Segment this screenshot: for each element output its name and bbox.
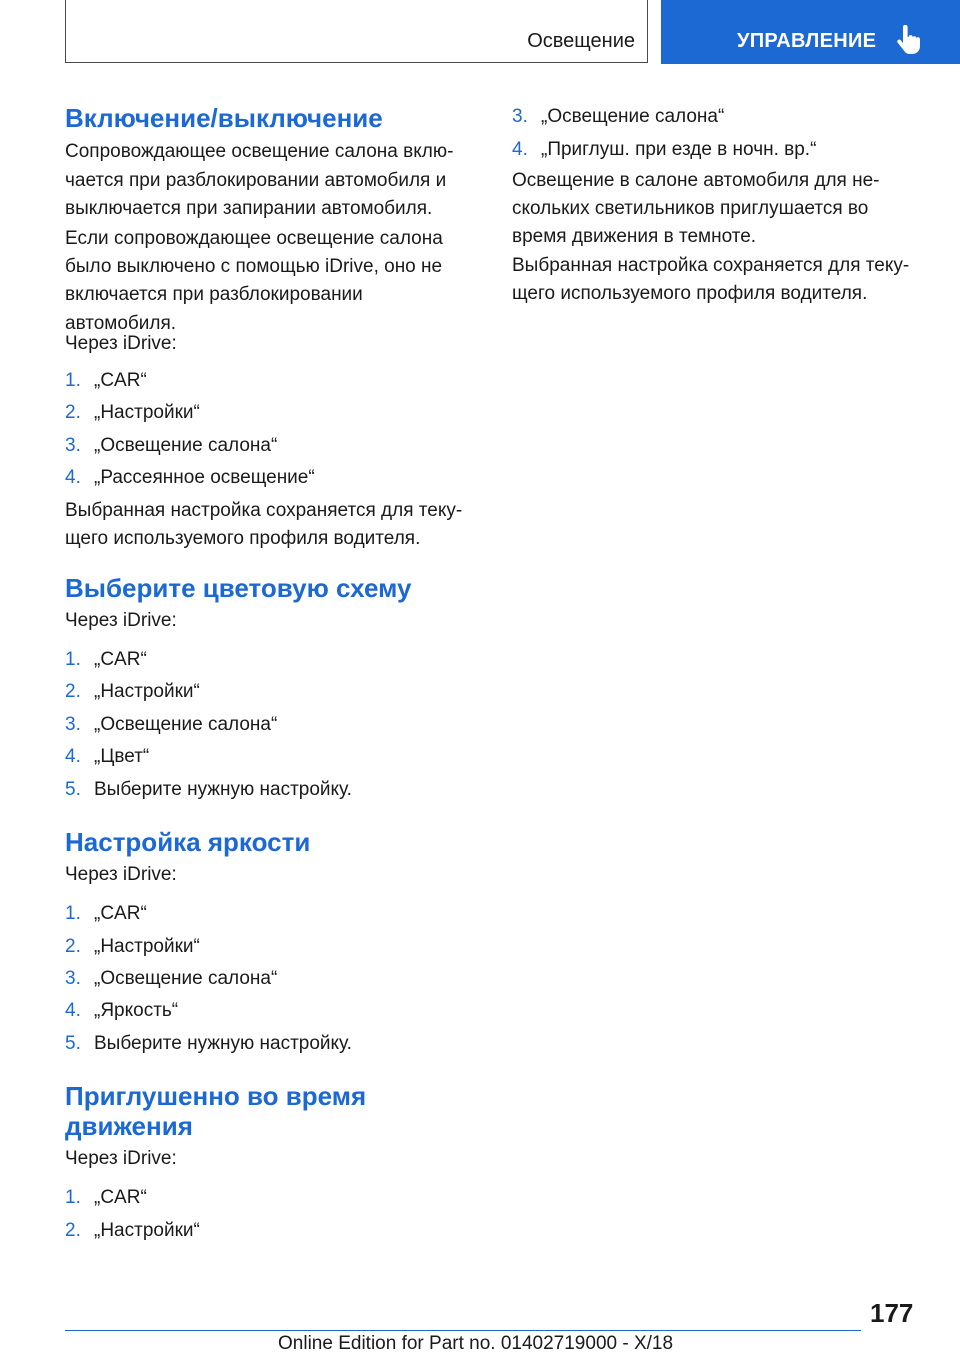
step-number: 1. [65,903,81,924]
step-number: 4. [512,139,528,160]
step-text: „Настройки“ [94,936,200,957]
step-number: 2. [65,402,81,423]
step-text: „Рассеянное освещение“ [94,467,315,488]
list-item [65,464,315,492]
list-item [65,965,277,993]
list-item [512,136,816,164]
paragraph-line: щего используемого профиля водителя. [512,283,868,304]
step-number: 4. [65,746,81,767]
paragraph-line: автомобиля. [65,313,177,334]
list-item [65,900,147,928]
step-text: „Яркость“ [94,1000,179,1021]
step-number: 1. [65,649,81,670]
via-idrive-label: Через iDrive: [65,610,177,631]
via-idrive-label: Через iDrive: [65,333,177,354]
list-item [65,1030,352,1058]
list-item [65,678,200,706]
step-text: „CAR“ [94,903,147,924]
chapter-title: УПРАВЛЕНИЕ [737,30,877,52]
step-number: 2. [65,681,81,702]
paragraph-line: Выбранная настройка сохраняется для теку- [65,500,463,521]
step-number: 5. [65,1033,81,1054]
via-idrive-label: Через iDrive: [65,864,177,885]
list-item [65,933,200,961]
step-number: 3. [512,106,528,127]
step-text: „Освещение салона“ [94,435,278,456]
via-idrive-label: Через iDrive: [65,1148,177,1169]
step-number: 2. [65,1220,81,1241]
step-number: 3. [65,968,81,989]
list-item [65,399,200,427]
step-number: 4. [65,1000,81,1021]
pointing-hand-icon [895,25,921,55]
list-item [65,646,147,674]
paragraph-line: выключается при запирании автомобиля. [65,198,433,219]
step-number: 3. [65,435,81,456]
step-text: „CAR“ [94,1187,147,1208]
step-number: 1. [65,1187,81,1208]
heading-color-scheme: Выберите цветовую схему [65,573,412,603]
step-number: 3. [65,714,81,735]
list-item [512,103,724,131]
step-text: „Настройки“ [94,681,200,702]
page-number: 177 [870,1298,914,1328]
list-item [65,367,147,395]
list-item [65,776,352,804]
step-text: „Цвет“ [94,746,150,767]
section-title: Освещение [527,30,635,52]
footer-edition: Online Edition for Part no. 01402719000 - X/18 [278,1333,674,1354]
paragraph-line: Если сопровождающее освещение салона [65,228,443,249]
paragraph-line: скольких светильников приглушается во [512,198,869,219]
list-item [65,743,149,771]
header-section-box [65,0,648,63]
list-item [65,711,277,739]
step-text: „CAR“ [94,649,147,670]
paragraph-line: чается при разблокировании автомобиля и [65,169,447,191]
paragraph-line: включается при разблокировании [65,284,363,305]
step-number: 5. [65,779,81,800]
paragraph-line: время движения в темноте. [512,226,757,247]
heading-dim-while-driving: Приглушенно во время [65,1081,367,1111]
list-item [65,1217,200,1245]
step-text: „Приглуш. при езде в ночн. вр.“ [541,139,817,160]
paragraph-line: было выключено с помощью iDrive, оно не [65,256,443,277]
header-chapter-box [661,0,960,64]
list-item [65,1184,147,1212]
paragraph-line: щего используемого профиля водителя. [65,528,421,549]
step-text: „Настройки“ [94,402,200,423]
list-item [65,432,277,460]
footer-divider [65,1330,861,1331]
step-text: „Освещение салона“ [541,106,725,127]
step-text: „CAR“ [94,370,147,391]
heading-brightness: Настройка яркости [65,827,311,857]
step-text: „Освещение салона“ [94,968,278,989]
step-number: 4. [65,467,81,488]
step-text: Выберите нужную настройку. [94,1033,352,1054]
list-item [65,997,178,1025]
step-number: 1. [65,370,81,391]
paragraph-line: Сопровождающее освещение салона вклю- [65,141,454,162]
step-text: „Настройки“ [94,1220,200,1241]
paragraph-line: Освещение в салоне автомобиля для не- [512,170,880,191]
heading-dim-while-driving-line2: движения [65,1111,193,1141]
heading-on-off: Включение/выключение [65,103,383,133]
paragraph-line: Выбранная настройка сохраняется для теку- [512,255,910,276]
step-number: 2. [65,936,81,957]
step-text: „Освещение салона“ [94,714,278,735]
step-text: Выберите нужную настройку. [94,779,352,800]
